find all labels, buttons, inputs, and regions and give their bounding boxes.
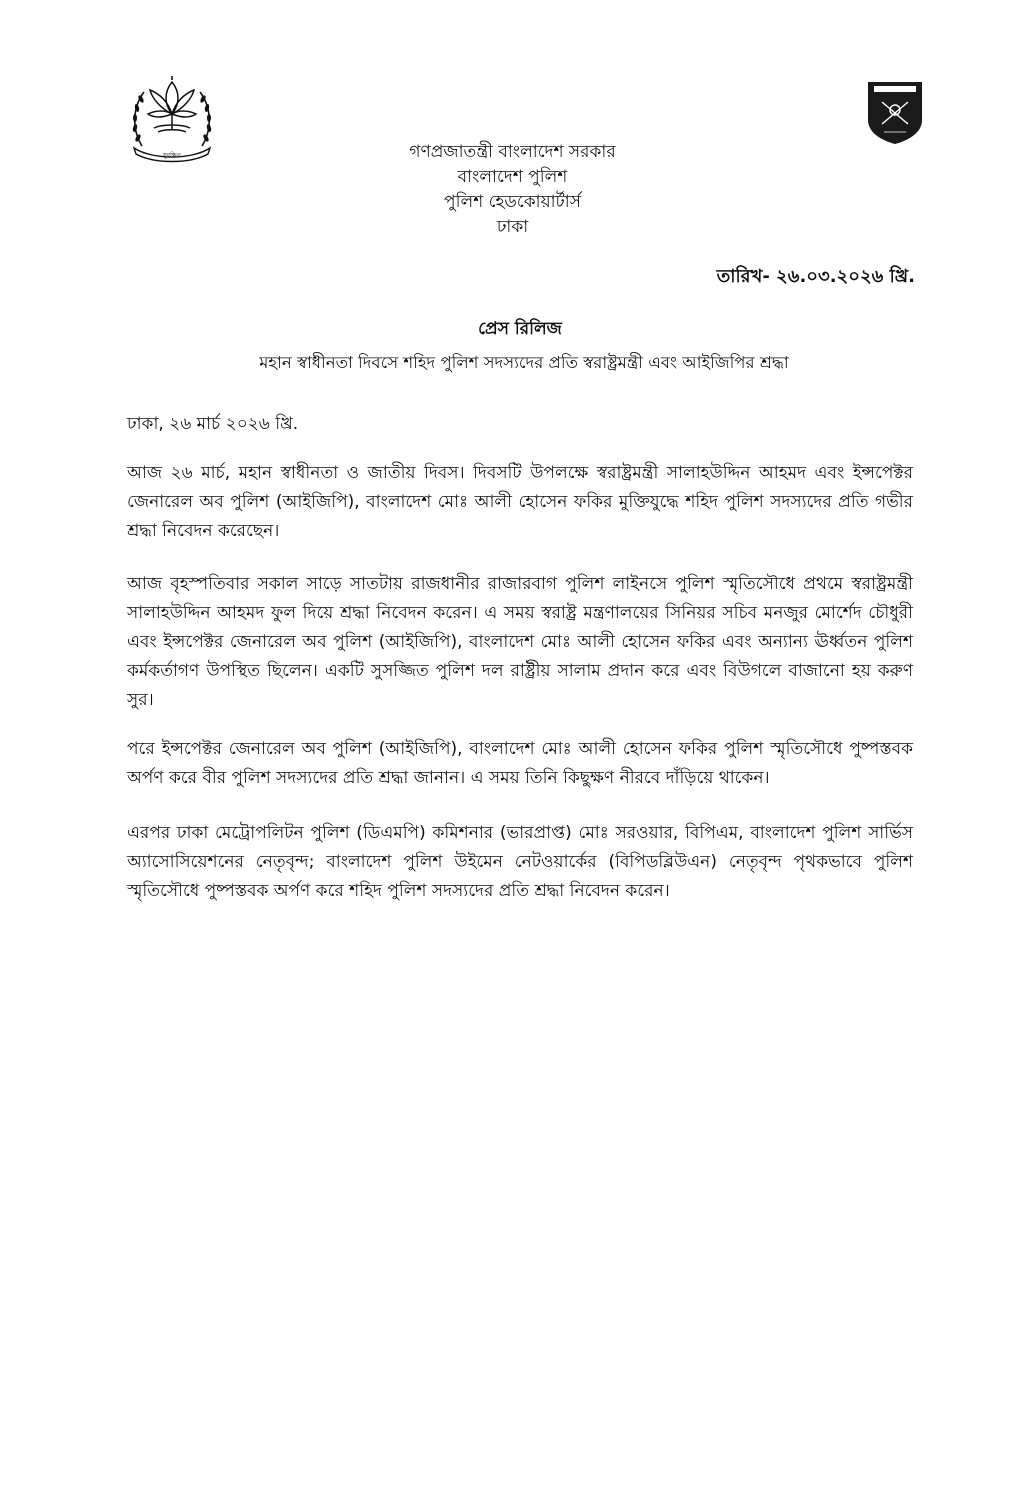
department-name: বাংলাদেশ পুলিশ	[457, 167, 568, 187]
police-shield-icon	[866, 80, 924, 146]
office-name: পুলিশ হেডকোয়ার্টার্স	[444, 192, 581, 212]
city-name: ঢাকা	[496, 217, 529, 237]
paragraph-4: এরপর ঢাকা মেট্রোপলিটন পুলিশ (ডিএমপি) কমিশনার (ভারপ্রাপ্ত) মোঃ সরওয়ার, বিপিএম, বাংলাদেশ পুলিশ সার্ভিস অ্যাসোসিয়েশনের নেতৃবৃন্দ; বাংলাদেশ পুলিশ উইমেন নেটওয়ার্কের (বিপিডব্লিউএন) নেতৃবৃন্দ পৃথকভাবে পুলিশ স্মৃতিসৌধে পুষ্পস্তবক অর্পণ করে শহিদ পুলিশ সদস্যদের প্রতি শ্রদ্ধা নিবেদন করেন।	[127, 823, 913, 901]
issue-date: তারিখ- ২৬.০৩.২০২৬ খ্রি.	[716, 266, 915, 287]
letterhead	[2, 140, 1021, 240]
paragraph-2: আজ বৃহস্পতিবার সকাল সাড়ে সাতটায় রাজধানীর রাজারবাগ পুলিশ লাইনসে পুলিশ স্মৃতিসৌধে প্রথমে স্বরাষ্ট্রমন্ত্রী সালাহউদ্দিন আহমদ ফুল দিয়ে শ্রদ্ধা নিবেদন করেন। এ সময় স্বরাষ্ট্র মন্ত্রণালয়ের সিনিয়র সচিব মনজুর মোর্শেদ চৌধুরী এবং ইন্সপেক্টর জেনারেল অব পুলিশ (আইজিপি), বাংলাদেশ মোঃ আলী হোসেন ফকির এবং অন্যান্য ঊর্ধ্বতন পুলিশ কর্মকর্তাগণ উপস্থিত ছিলেন। একটি সুসজ্জিত পুলিশ দল রাষ্ট্রীয় সালাম প্রদান করে এবং বিউগলে বাজানো হয় করুণ সুর।	[127, 574, 913, 710]
press-release-title: প্রেস রিলিজ	[478, 319, 562, 339]
dateline: ঢাকা, ২৬ মার্চ ২০২৬ খ্রি.	[127, 414, 299, 434]
government-name: গণপ্রজাতন্ত্রী বাংলাদেশ সরকার	[409, 142, 616, 162]
svg-text:সুরক্ষিত: সুরক্ষিত	[162, 152, 182, 159]
paragraph-1: আজ ২৬ মার্চ, মহান স্বাধীনতা ও জাতীয় দিবস। দিবসটি উপলক্ষে স্বরাষ্ট্রমন্ত্রী সালাহউদ্দিন আহমদ এবং ইন্সপেক্টর জেনারেল অব পুলিশ (আইজিপি), বাংলাদেশ মোঃ আলী হোসেন ফকির মুক্তিযুদ্ধে শহিদ পুলিশ সদস্যদের প্রতি গভীর শ্রদ্ধা নিবেদন করেছেন।	[127, 463, 913, 541]
paragraph-3: পরে ইন্সপেক্টর জেনারেল অব পুলিশ (আইজিপি), বাংলাদেশ মোঃ আলী হোসেন ফকির পুলিশ স্মৃতিসৌধে পুষ্পস্তবক অর্পণ করে বীর পুলিশ সদস্যদের প্রতি শ্রদ্ধা জানান। এ সময় তিনি কিছুক্ষণ নীরবে দাঁড়িয়ে থাকেন।	[127, 739, 913, 788]
press-release-headline: মহান স্বাধীনতা দিবসে শহিদ পুলিশ সদস্যদের প্রতি স্বরাষ্ট্রমন্ত্রী এবং আইজিপির শ্রদ্ধা	[259, 353, 789, 372]
